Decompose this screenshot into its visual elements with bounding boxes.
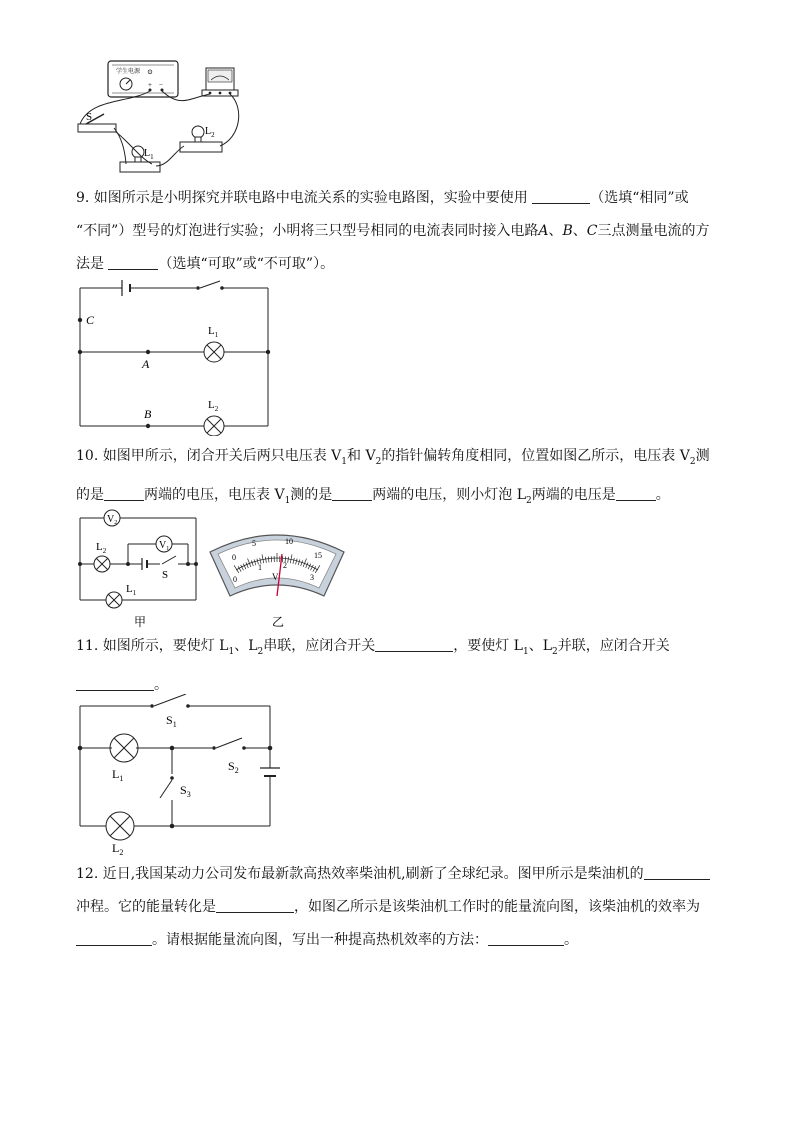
svg-text:L2: $L_2$: [96, 541, 107, 555]
svg-text:15: 15: [314, 551, 322, 560]
power-supply: [108, 61, 178, 97]
svg-text:V2: $V_2$: [107, 514, 118, 526]
q10-blank-2[interactable]: [332, 484, 372, 501]
svg-text:−: −: [159, 81, 163, 89]
svg-text:5: 5: [252, 539, 256, 548]
q9-circuit-figure: [72, 276, 278, 436]
q12-blank-2[interactable]: [216, 896, 294, 913]
svg-text:+: +: [148, 81, 152, 89]
question-9: 9. 如图所示是小明探究并联电路中电流关系的实验电路图，实验中要使用 （选填“相同”或 “不同”）型号的灯泡进行实验；小明将三只型号相同的电流表同时接入电路A、B、C三点测量电流的方 法是 （选填“可取”或“不可取”）。: [76, 182, 726, 281]
q10-blank-3[interactable]: [616, 484, 656, 501]
q10-voltmeter-figure-yi: [206, 524, 348, 632]
question-12: 12. 近日,我国某动力公司发布最新款高热效率柴油机,刷新了全球纪录。图甲所示是柴油机的 冲程。它的能量转化是 ，如图乙所示是该柴油机工作时的能量流向图，该柴油机的效率为 。请根据能量流向图，写出一种提高热机效率的方法： 。: [76, 858, 726, 957]
svg-text:1: 1: [258, 563, 262, 572]
question-11: 11. 如图所示，要使灯 $L_1$、$L_2$串联，应闭合开关 ，要使灯 $L_1$、$L_2$并联，应闭合开关 。: [76, 630, 726, 702]
caption-yi: 乙: [272, 615, 285, 629]
svg-text:⊙: ⊙: [147, 68, 153, 76]
point-a-label: A: [142, 357, 150, 371]
q12-number: 12.: [76, 866, 99, 882]
svg-text:V: V: [272, 572, 279, 582]
point-b-label: B: [144, 407, 152, 421]
svg-text:S1: $S_1$: [166, 713, 177, 729]
q9-blank-2[interactable]: [108, 253, 158, 270]
q11-blank-2[interactable]: [76, 674, 154, 691]
q11-blank-1[interactable]: [375, 635, 453, 652]
svg-text:L2: $L_2$: [205, 126, 215, 139]
q12-blank-4[interactable]: [488, 929, 564, 946]
q10-number: 10.: [76, 448, 99, 464]
point-c-label: C: [86, 313, 95, 327]
caption-jia: 甲: [134, 615, 147, 629]
svg-text:0: 0: [232, 553, 236, 562]
svg-text:3: 3: [310, 573, 314, 582]
question-10: 10. 如图甲所示，闭合开关后两只电压表 $V_1$和 $V_2$的指针偏转角度相同，位置如图乙所示，电压表 $V_2$测 的是 两端的电压，电压表 $V_1$测的是 两端的电压，则小灯泡 $L_2$两端的电压是 。: [76, 448, 710, 506]
switch-label: S: [86, 111, 93, 123]
q9-blank-1[interactable]: [532, 187, 590, 204]
svg-text:0: 0: [233, 575, 237, 584]
q10-blank-1[interactable]: [104, 484, 144, 501]
svg-text:S2: $S_2$: [228, 759, 239, 775]
q12-blank-3[interactable]: [76, 929, 152, 946]
switch-base: [78, 124, 116, 132]
physical-circuit-figure: [70, 58, 250, 180]
svg-text:2: 2: [283, 561, 287, 570]
svg-text:L1: $L_1$: [126, 583, 137, 597]
svg-text:V1: $V_1$: [159, 540, 170, 552]
lamp2-base: [180, 142, 222, 152]
q9-number: 9.: [76, 190, 90, 206]
svg-text:S: S: [162, 569, 169, 581]
svg-text:L2: $L_2$: [112, 841, 124, 857]
power-supply-label: 学生电源: [116, 69, 141, 75]
svg-text:L1: $L_1$: [144, 148, 154, 161]
svg-text:L1: $L_1$: [112, 767, 124, 783]
q10-circuit-figure-jia: [72, 506, 204, 630]
q11-circuit-figure: [72, 694, 282, 858]
q12-blank-1[interactable]: [644, 863, 710, 880]
svg-text:S3: $S_3$: [180, 783, 191, 799]
svg-text:L2: $L_2$: [208, 399, 219, 413]
q11-number: 11.: [76, 638, 99, 654]
svg-text:L1: $L_1$: [208, 325, 219, 339]
svg-text:10: 10: [285, 537, 293, 546]
